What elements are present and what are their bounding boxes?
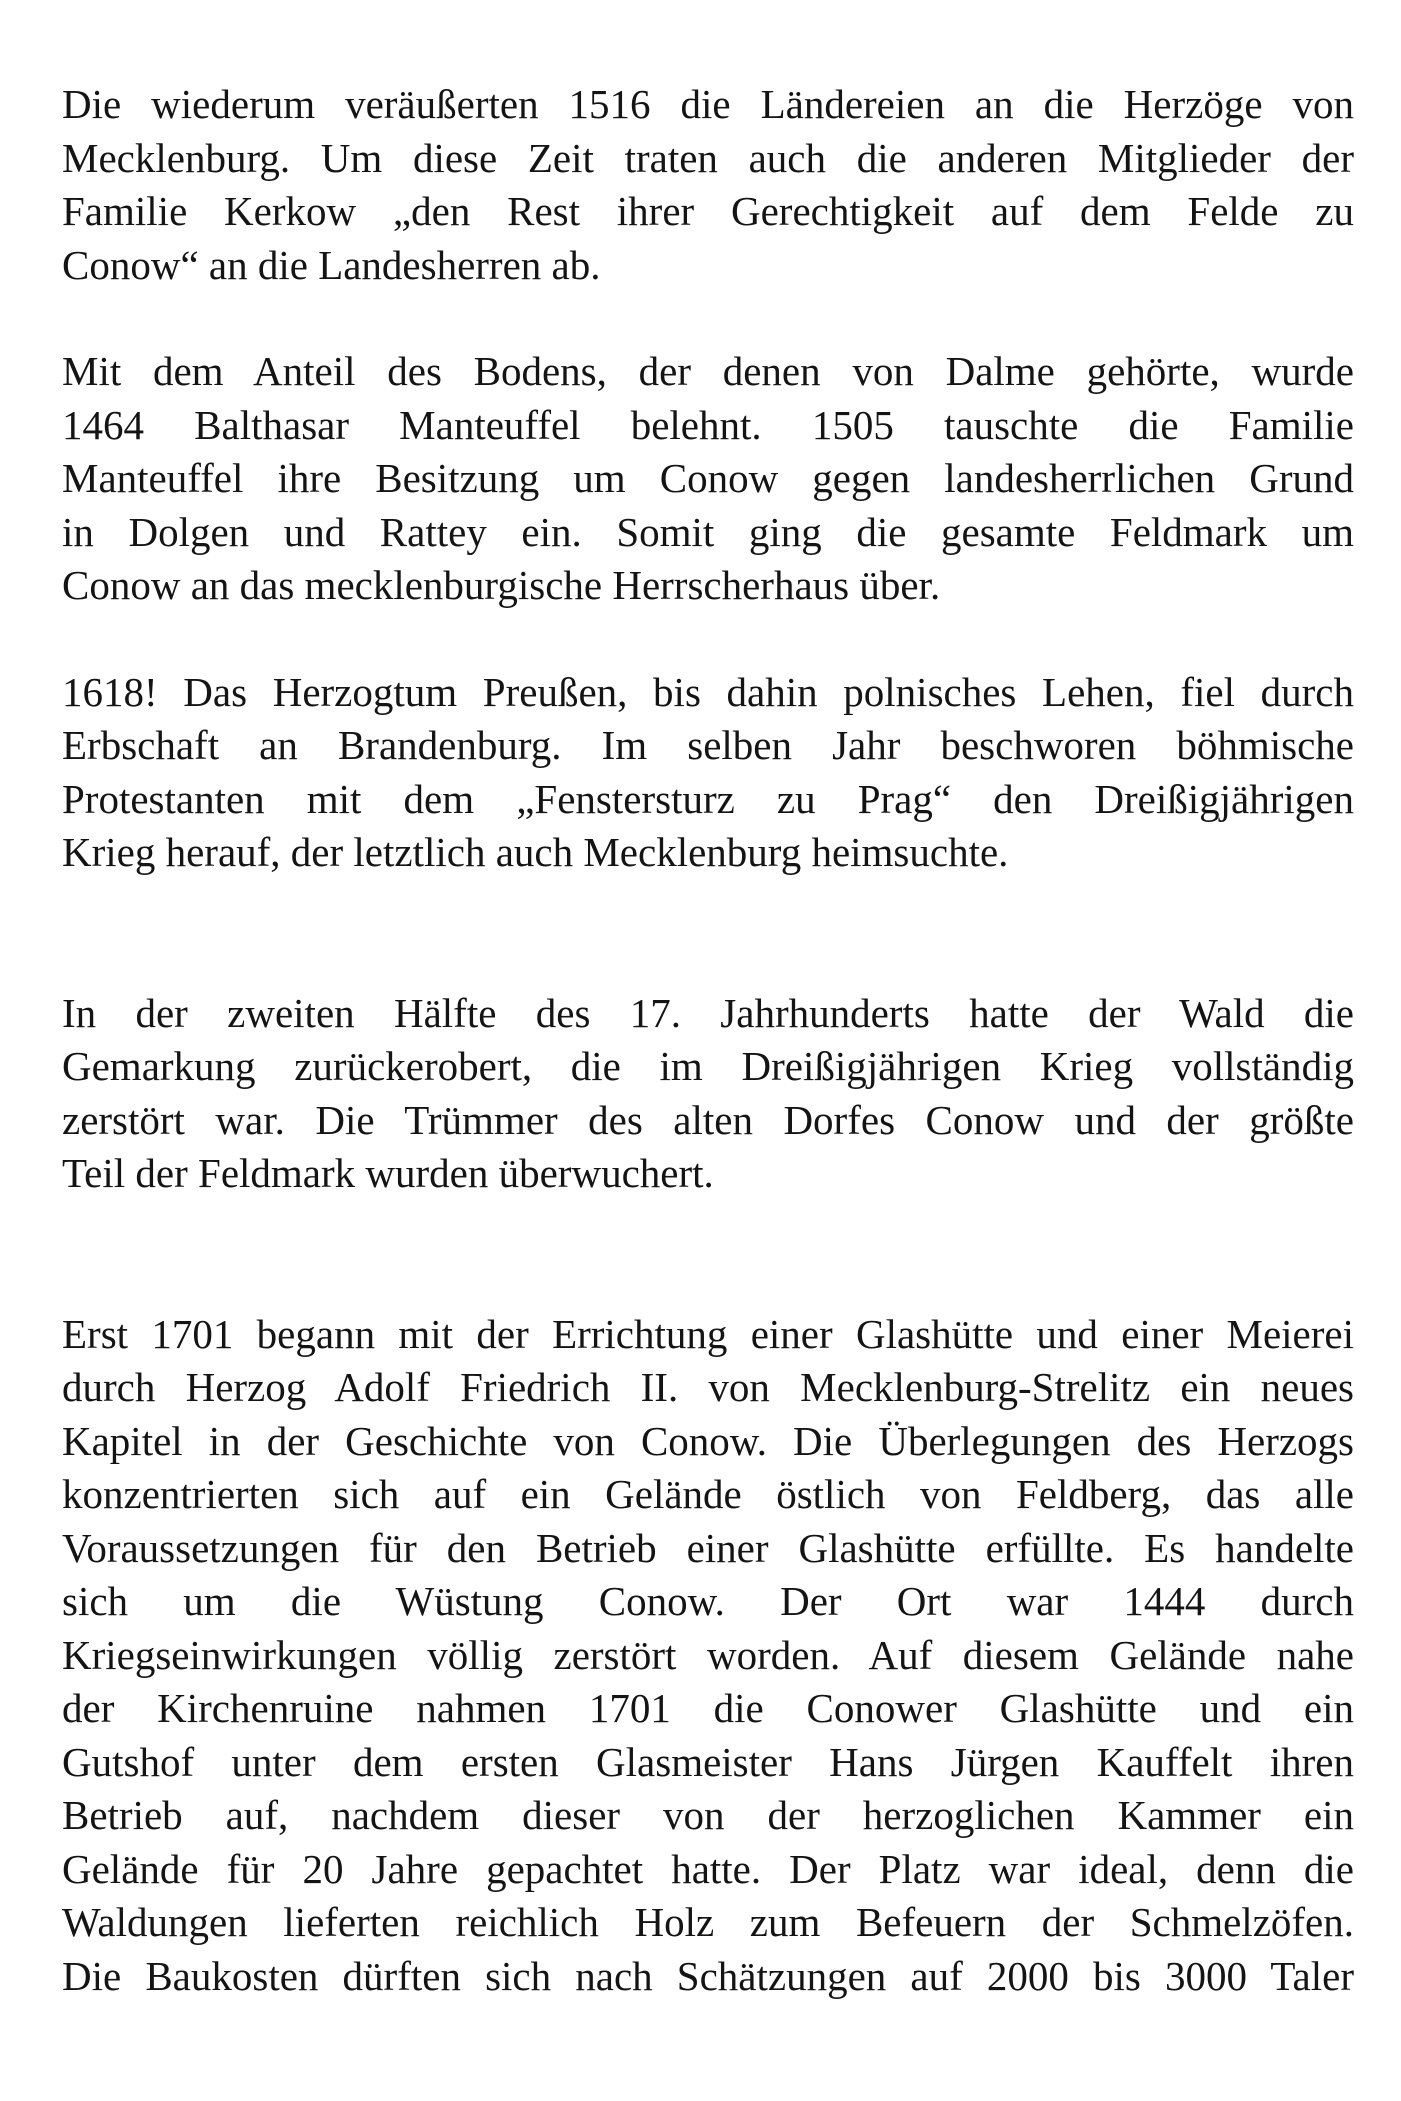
text-line: Protestanten mit dem „Fenstersturz zu Prag“ den Dreißigjährigen bbox=[62, 775, 1354, 822]
text-line: Conow“ an die Landesherren ab. bbox=[62, 241, 601, 288]
text-line: Waldungen lieferten reichlich Holz zum Befeuern der Schmelzöfen. bbox=[62, 1899, 1354, 1945]
text-line: Die Baukosten dürften sich nach Schätzungen auf 2000 bis 3000 Taler bbox=[62, 1952, 1354, 1999]
text-line: konzentrierten sich auf ein Gelände östlich von Feldberg, das alle bbox=[62, 1471, 1354, 1517]
text-line: Familie Kerkow „den Rest ihrer Gerechtigkeit auf dem Felde zu bbox=[62, 188, 1354, 234]
text-line: Betrieb auf, nachdem dieser von der herzoglichen Kammer ein bbox=[62, 1792, 1354, 1838]
text-line: Voraussetzungen für den Betrieb einer Glashütte erfüllte. Es handelte bbox=[62, 1524, 1354, 1571]
text-line: Krieg herauf, der letztlich auch Mecklenburg heimsuchte. bbox=[62, 829, 1009, 875]
text-line: Gemarkung zurückerobert, die im Dreißigjährigen Krieg vollständig bbox=[62, 1043, 1354, 1089]
text-line: durch Herzog Adolf Friedrich II. von Mecklenburg-Strelitz ein neues bbox=[62, 1364, 1354, 1410]
paragraph-5 bbox=[62, 1308, 1354, 2004]
text-line: 1618! Das Herzogtum Preußen, bis dahin polnisches Lehen, fiel durch bbox=[62, 668, 1354, 715]
text-line: Kriegseinwirkungen völlig zerstört worden. Auf diesem Gelände nahe bbox=[62, 1631, 1354, 1678]
text-line: zerstört war. Die Trümmer des alten Dorfes Conow und der größte bbox=[62, 1096, 1354, 1143]
paragraph-2 bbox=[62, 345, 1354, 613]
text-line: Gelände für 20 Jahre gepachtet hatte. Der Platz war ideal, denn die bbox=[62, 1845, 1354, 1892]
text-line: 1464 Balthasar Manteuffel belehnt. 1505 tauschte die Familie bbox=[62, 401, 1354, 448]
body-text bbox=[62, 78, 1354, 2003]
paragraph-4 bbox=[62, 987, 1354, 1201]
text-line: Mecklenburg. Um diese Zeit traten auch die anderen Mitglieder der bbox=[62, 134, 1354, 181]
text-line: Erst 1701 begann mit der Errichtung einer Glashütte und einer Meierei bbox=[62, 1310, 1354, 1357]
paragraph-3 bbox=[62, 666, 1354, 880]
paragraph-1 bbox=[62, 78, 1354, 292]
text-line: Manteuffel ihre Besitzung um Conow gegen landesherrlichen Grund bbox=[62, 455, 1354, 501]
text-line: In der zweiten Hälfte des 17. Jahrhunderts hatte der Wald die bbox=[62, 989, 1354, 1036]
text-line: Mit dem Anteil des Bodens, der denen von Dalme gehörte, wurde bbox=[62, 348, 1354, 394]
text-line: Die wiederum veräußerten 1516 die Ländereien an die Herzöge von bbox=[62, 81, 1354, 127]
text-line: in Dolgen und Rattey ein. Somit ging die gesamte Feldmark um bbox=[62, 508, 1354, 555]
text-line: der Kirchenruine nahmen 1701 die Conower Glashütte und ein bbox=[62, 1685, 1354, 1731]
text-line: Kapitel in der Geschichte von Conow. Die Überlegungen des Herzogs bbox=[62, 1417, 1354, 1464]
text-line: sich um die Wüstung Conow. Der Ort war 1444 durch bbox=[62, 1578, 1354, 1624]
text-line: Conow an das mecklenburgische Herrscherhaus über. bbox=[62, 562, 941, 608]
text-line: Teil der Feldmark wurden überwuchert. bbox=[62, 1150, 714, 1196]
text-line: Erbschaft an Brandenburg. Im selben Jahr beschworen böhmische bbox=[62, 722, 1354, 768]
text-line: Gutshof unter dem ersten Glasmeister Hans Jürgen Kauffelt ihren bbox=[62, 1738, 1354, 1785]
